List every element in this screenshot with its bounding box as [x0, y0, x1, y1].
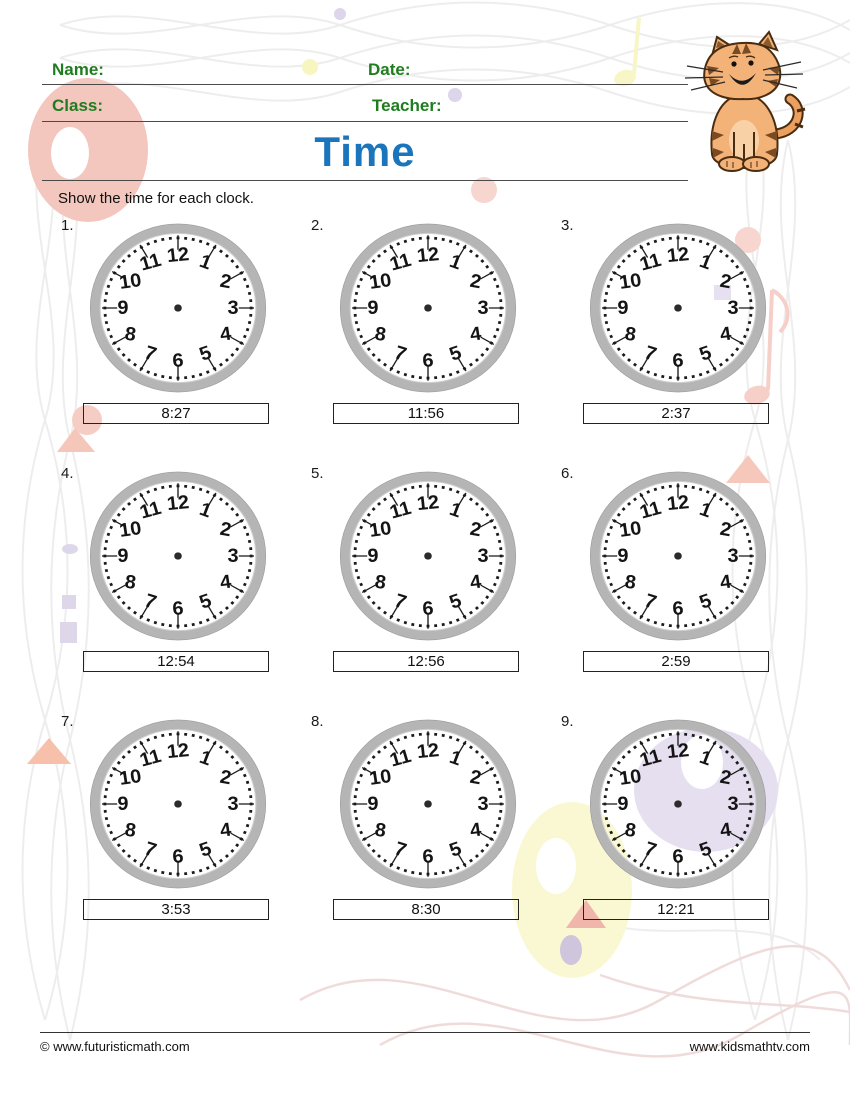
question-number: 3. — [561, 217, 574, 234]
svg-text:2: 2 — [468, 766, 484, 790]
svg-text:11: 11 — [137, 745, 164, 772]
svg-text:11: 11 — [387, 249, 414, 276]
svg-text:1: 1 — [446, 498, 465, 523]
svg-text:6: 6 — [421, 597, 435, 620]
svg-text:11: 11 — [387, 497, 414, 524]
svg-text:3: 3 — [227, 297, 239, 319]
svg-text:4: 4 — [468, 322, 483, 346]
clock-item — [303, 460, 553, 708]
svg-text:12: 12 — [165, 243, 191, 268]
svg-text:10: 10 — [617, 765, 643, 790]
clock-item — [53, 708, 303, 956]
instruction-text: Show the time for each clock. — [58, 190, 254, 207]
svg-text:9: 9 — [367, 545, 379, 567]
time-answer-box — [83, 899, 269, 920]
time-answer-box — [583, 403, 769, 424]
svg-text:1: 1 — [446, 746, 465, 771]
svg-text:4: 4 — [718, 818, 733, 842]
svg-text:7: 7 — [391, 341, 410, 366]
svg-text:11: 11 — [637, 497, 664, 524]
footer-divider — [40, 1032, 810, 1033]
svg-text:2: 2 — [718, 766, 734, 790]
question-number: 5. — [311, 465, 324, 482]
svg-text:6: 6 — [421, 845, 435, 868]
svg-text:7: 7 — [641, 341, 660, 366]
svg-text:3: 3 — [477, 793, 489, 815]
svg-text:1: 1 — [446, 250, 465, 275]
svg-text:9: 9 — [117, 793, 129, 815]
svg-text:2: 2 — [718, 270, 734, 294]
svg-text:6: 6 — [671, 597, 685, 620]
question-number: 2. — [311, 217, 324, 234]
svg-text:1: 1 — [196, 746, 215, 771]
svg-text:6: 6 — [171, 349, 185, 372]
time-answer-box — [333, 403, 519, 424]
svg-text:5: 5 — [696, 341, 715, 366]
svg-text:10: 10 — [367, 765, 393, 790]
svg-text:3: 3 — [477, 545, 489, 567]
svg-text:4: 4 — [218, 818, 233, 842]
svg-text:10: 10 — [117, 517, 143, 542]
svg-text:9: 9 — [617, 793, 629, 815]
svg-text:12: 12 — [165, 739, 191, 764]
svg-text:12: 12 — [415, 491, 441, 516]
svg-text:1: 1 — [196, 250, 215, 275]
svg-text:4: 4 — [718, 570, 733, 594]
svg-text:4: 4 — [718, 322, 733, 346]
footer-right-url: www.kidsmathtv.com — [689, 1039, 810, 1054]
svg-text:6: 6 — [171, 597, 185, 620]
svg-text:1: 1 — [696, 746, 715, 771]
svg-text:1: 1 — [196, 498, 215, 523]
svg-text:3: 3 — [477, 297, 489, 319]
svg-text:5: 5 — [696, 589, 715, 614]
svg-text:8: 8 — [123, 570, 138, 594]
svg-text:12: 12 — [415, 739, 441, 764]
svg-text:11: 11 — [137, 249, 164, 276]
name-field-label: Name: — [52, 60, 104, 79]
svg-text:5: 5 — [196, 341, 215, 366]
time-answer-box — [583, 651, 769, 672]
name-date-underline — [42, 84, 688, 85]
clock-face — [333, 713, 523, 895]
question-number: 8. — [311, 713, 324, 730]
svg-text:1: 1 — [696, 498, 715, 523]
cat-mascot-illustration — [683, 30, 807, 180]
svg-text:11: 11 — [387, 745, 414, 772]
time-value: 8:27 — [161, 405, 191, 422]
svg-text:12: 12 — [665, 491, 691, 516]
svg-text:2: 2 — [468, 518, 484, 542]
clock-item — [553, 460, 803, 708]
svg-text:5: 5 — [196, 589, 215, 614]
time-answer-box — [83, 403, 269, 424]
svg-text:3: 3 — [227, 545, 239, 567]
clock-face — [333, 217, 523, 399]
title-underline — [42, 180, 688, 181]
svg-text:9: 9 — [367, 297, 379, 319]
time-value: 12:56 — [407, 653, 445, 670]
svg-text:7: 7 — [641, 589, 660, 614]
svg-text:9: 9 — [617, 545, 629, 567]
svg-text:10: 10 — [617, 517, 643, 542]
svg-text:3: 3 — [227, 793, 239, 815]
svg-text:7: 7 — [641, 837, 660, 862]
svg-text:12: 12 — [165, 491, 191, 516]
svg-text:3: 3 — [727, 545, 739, 567]
clock-item — [303, 212, 553, 460]
clock-item — [553, 212, 803, 460]
svg-text:5: 5 — [446, 341, 465, 366]
svg-text:6: 6 — [171, 845, 185, 868]
svg-text:9: 9 — [617, 297, 629, 319]
svg-text:5: 5 — [446, 837, 465, 862]
clock-item — [553, 708, 803, 956]
time-answer-box — [333, 651, 519, 672]
svg-text:5: 5 — [696, 837, 715, 862]
clock-face — [583, 465, 773, 647]
svg-text:6: 6 — [421, 349, 435, 372]
svg-text:6: 6 — [671, 845, 685, 868]
svg-text:8: 8 — [373, 818, 388, 842]
svg-text:8: 8 — [623, 570, 638, 594]
svg-text:9: 9 — [367, 793, 379, 815]
svg-text:8: 8 — [123, 322, 138, 346]
question-number: 6. — [561, 465, 574, 482]
question-number: 7. — [61, 713, 74, 730]
clock-face — [583, 713, 773, 895]
time-answer-box — [83, 651, 269, 672]
svg-text:5: 5 — [196, 837, 215, 862]
svg-text:4: 4 — [468, 818, 483, 842]
svg-text:2: 2 — [218, 766, 234, 790]
svg-text:12: 12 — [665, 243, 691, 268]
clock-item — [53, 212, 303, 460]
svg-text:10: 10 — [617, 269, 643, 294]
svg-text:7: 7 — [391, 837, 410, 862]
time-value: 12:21 — [657, 901, 695, 918]
svg-text:8: 8 — [123, 818, 138, 842]
svg-text:7: 7 — [141, 341, 160, 366]
clock-face — [583, 217, 773, 399]
svg-text:8: 8 — [623, 818, 638, 842]
svg-text:2: 2 — [218, 270, 234, 294]
time-answer-box — [583, 899, 769, 920]
footer-left-url: © www.futuristicmath.com — [40, 1039, 190, 1054]
svg-text:5: 5 — [446, 589, 465, 614]
time-value: 11:56 — [407, 405, 445, 422]
svg-text:2: 2 — [468, 270, 484, 294]
date-field-label: Date: — [368, 60, 411, 79]
question-number: 1. — [61, 217, 74, 234]
page-title: Time — [314, 128, 416, 175]
teacher-field-label: Teacher: — [372, 96, 442, 115]
time-value: 2:59 — [661, 653, 691, 670]
svg-text:10: 10 — [367, 269, 393, 294]
clock-face — [83, 465, 273, 647]
question-number: 4. — [61, 465, 74, 482]
svg-text:2: 2 — [718, 518, 734, 542]
svg-text:3: 3 — [727, 297, 739, 319]
svg-text:8: 8 — [373, 570, 388, 594]
clock-item — [53, 460, 303, 708]
svg-text:10: 10 — [117, 765, 143, 790]
svg-text:1: 1 — [696, 250, 715, 275]
svg-text:7: 7 — [391, 589, 410, 614]
svg-text:4: 4 — [468, 570, 483, 594]
svg-text:7: 7 — [141, 837, 160, 862]
svg-text:8: 8 — [373, 322, 388, 346]
svg-text:12: 12 — [665, 739, 691, 764]
time-answer-box — [333, 899, 519, 920]
time-value: 12:54 — [157, 653, 195, 670]
clock-face — [83, 713, 273, 895]
svg-text:8: 8 — [623, 322, 638, 346]
class-teacher-underline — [42, 121, 688, 122]
svg-text:11: 11 — [637, 249, 664, 276]
svg-text:3: 3 — [727, 793, 739, 815]
clock-item — [303, 708, 553, 956]
svg-text:11: 11 — [637, 745, 664, 772]
clock-face — [83, 217, 273, 399]
svg-text:9: 9 — [117, 545, 129, 567]
svg-text:7: 7 — [141, 589, 160, 614]
svg-text:6: 6 — [671, 349, 685, 372]
svg-text:4: 4 — [218, 322, 233, 346]
question-number: 9. — [561, 713, 574, 730]
class-field-label: Class: — [52, 96, 104, 115]
svg-text:4: 4 — [218, 570, 233, 594]
time-value: 8:30 — [411, 901, 441, 918]
svg-text:10: 10 — [367, 517, 393, 542]
time-value: 2:37 — [661, 405, 691, 422]
svg-text:12: 12 — [415, 243, 441, 268]
time-value: 3:53 — [161, 901, 191, 918]
svg-text:10: 10 — [117, 269, 143, 294]
svg-text:11: 11 — [137, 497, 164, 524]
svg-text:2: 2 — [218, 518, 234, 542]
clock-face — [333, 465, 523, 647]
svg-text:9: 9 — [117, 297, 129, 319]
